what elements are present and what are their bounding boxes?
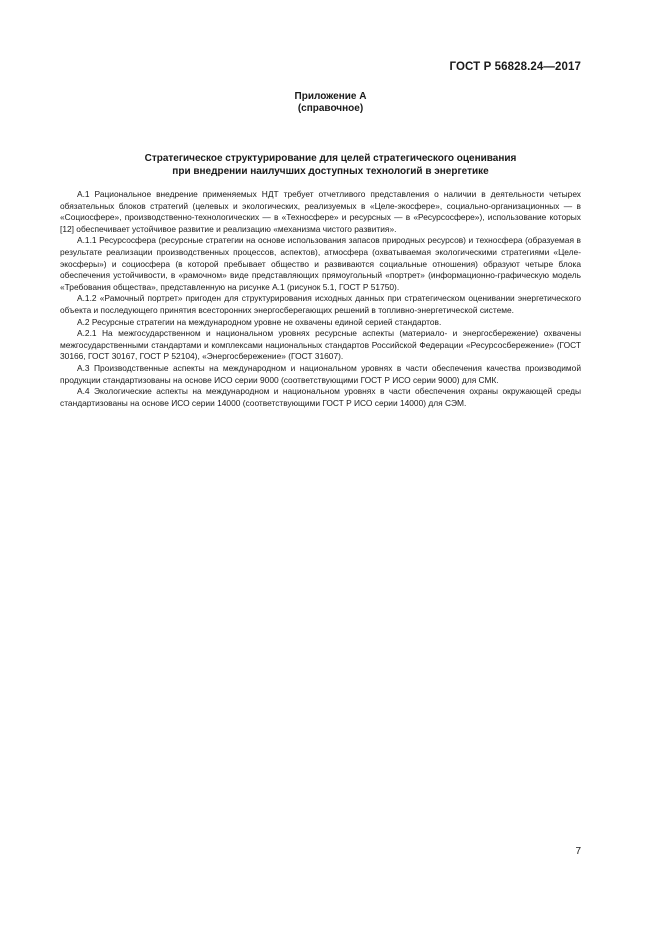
paragraph-a1-2: А.1.2 «Рамочный портрет» пригоден для структурирования исходных данных при стратегическом оценивании энергетического объекта и последующего принятия всесторонних энергосберегающих решений в топливно-энергетической системе.: [60, 293, 581, 315]
body-text: [60, 189, 581, 409]
section-title: [60, 152, 601, 178]
appendix-label: Приложение А: [294, 91, 367, 102]
section-title-line-1: Стратегическое структурирование для целей стратегического оценивания: [144, 153, 517, 164]
paragraph-a1: А.1 Рациональное внедрение применяемых НДТ требует отчетливого представления о наличии в деятельности четырех обязательных блоков стратегий (целевых и экологических, реализуемых в «Целе-экосфере», социально-организационных — в «Социосфере», производственно-технологических — в «Техносфере» и ресурсных — в «Ресурсосфере»), использование которых [12] обеспечивает устойчивое развитие и реализацию «механизма чистого развития».: [60, 189, 581, 234]
appendix-heading: [0, 91, 661, 115]
paragraph-a2-1: А.2.1 На межгосударственном и национальном уровнях ресурсные аспекты (материало- и энергосбережение) охвачены межгосударственными стандартами и комплексами национальных стандартов Российской Федерации «Ресурсосбережение» (ГОСТ 30166, ГОСТ 30167, ГОСТ Р 52104), «Энергосбережение» (ГОСТ 31607).: [60, 328, 581, 362]
paragraph-a3: А.3 Производственные аспекты на международном и национальном уровнях в части обеспечения качества производимой продукции стандартизованы на основе ИСО серии 9000 (соответствующими ГОСТ Р ИСО серии 9000) для СМК.: [60, 362, 581, 385]
section-title-line-2: при внедрении наилучших доступных технологий в энергетике: [172, 166, 489, 177]
appendix-type: (справочное): [297, 103, 364, 114]
paragraph-a2: А.2 Ресурсные стратегии на международном уровне не охвачены единой серией стандартов.: [77, 316, 442, 327]
page-number: 7: [575, 846, 581, 857]
paragraph-a1-1: А.1.1 Ресурсосфера (ресурсные стратегии на основе использования запасов природных ресурсов) и техносфера (образуемая в результате реализации производственных процессов, аспектов), атмосфера (охватываемая экологическими стратегиями «Целе-экосферы») и социосфера (в которой пребывает общество и развиваются социальные отношения) образуют четыре блока обеспечения устойчивости, в «рамочном» виде представляющих прямоугольный «портрет» (информационно-графическую модель «Требования общества», представленную на рисунке А.1 (рисунок 5.1, ГОСТ Р 51750).: [60, 235, 581, 292]
standard-id: ГОСТ Р 56828.24—2017: [449, 61, 581, 73]
paragraph-a4: А.4 Экологические аспекты на международном и национальном уровнях в части обеспечения охраны окружающей среды стандартизованы на основе ИСО серии 14000 (соответствующими ГОСТ Р ИСО серии 14000) для СЭМ.: [60, 386, 581, 408]
